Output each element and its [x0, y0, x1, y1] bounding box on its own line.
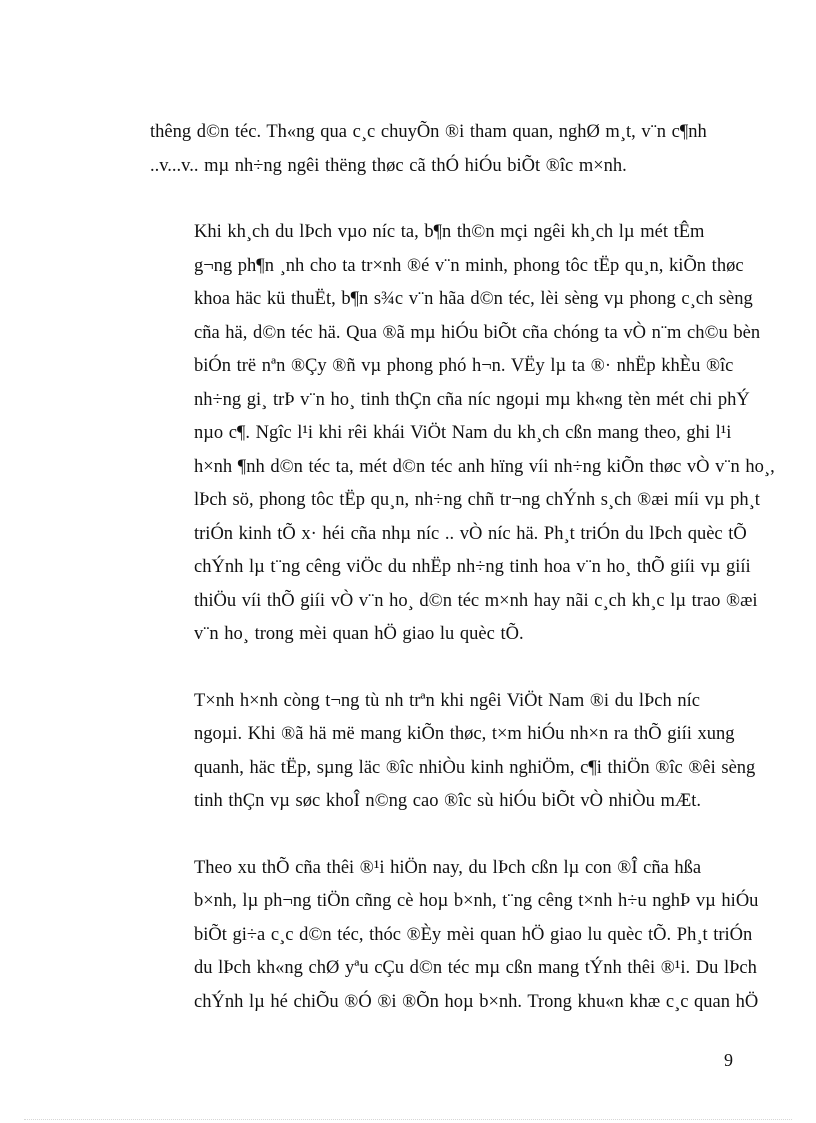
text-line: g¬ng ph¶n ¸nh cho ta tr×nh ®é v¨n minh, phong tôc tËp qu¸n, kiÕn thøc: [194, 255, 744, 276]
text-line: h×nh ¶nh d©n téc ta, mét d©n téc anh hïng víi nh÷ng kiÕn thøc vÒ v¨n ho¸,: [194, 456, 775, 477]
paragraph-2: [150, 216, 775, 652]
text-line: chÝnh lµ t¨ng cêng viÖc du nhËp nh÷ng tinh hoa v¨n ho¸ thÕ giíi vµ giíi: [194, 557, 751, 577]
text-line: Theo xu thÕ cña thêi ®¹i hiÖn nay, du lÞch cßn lµ con ®Î cña hßa: [194, 857, 702, 878]
text-line: quanh, häc tËp, sµng läc ®îc nhiÒu kinh nghiÖm, c¶i thiÖn ®îc ®êi sèng: [194, 757, 756, 778]
paragraph-3: [150, 685, 756, 819]
text-line: nµo c¶. Ngîc l¹i khi rêi khái ViÖt Nam du kh¸ch cßn mang theo, ghi l¹i: [194, 423, 732, 443]
text-line: biÕt gi÷a c¸c d©n téc, thóc ®Èy mèi quan hÖ giao lu quèc tÕ. Ph¸t triÓn: [194, 924, 753, 945]
text-line: thêng d©n téc. Th«ng qua c¸c chuyÕn ®i tham quan, nghØ m¸t, v¨n c¶nh: [150, 122, 707, 142]
text-line: khoa häc kü thuËt, b¶n s¾c v¨n hãa d©n téc, lèi sèng vµ phong c¸ch sèng: [194, 289, 753, 309]
text-line: cña hä, d©n téc hä. Qua ®ã mµ hiÓu biÕt cña chóng ta vÒ n¨m ch©u bèn: [194, 322, 761, 343]
text-line: ngoµi. Khi ®ã hä më mang kiÕn thøc, t×m hiÓu nh×n ra thÕ giíi xung: [194, 724, 735, 744]
text-line: Khi kh¸ch du lÞch vµo níc ta, b¶n th©n mçi ngêi kh¸ch lµ mét tÊm: [194, 222, 705, 242]
text-line: ..v...v.. mµ nh÷ng ngêi thëng thøc cã thÓ hiÓu biÕt ®îc m×nh.: [150, 155, 627, 176]
text-line: b×nh, lµ ph¬ng tiÖn cñng cè hoµ b×nh, t¨ng cêng t×nh h÷u nghÞ vµ hiÓu: [194, 891, 759, 911]
paragraph-4: [150, 852, 759, 1020]
paragraph-1: [150, 116, 730, 183]
text-line: biÓn trë nªn ®Çy ®ñ vµ phong phó h¬n. VËy lµ ta ®· nhËp khÈu ®îc: [194, 356, 734, 376]
text-line: nh÷ng gi¸ trÞ v¨n ho¸ tinh thÇn cña níc ngoµi mµ kh«ng tèn mét chi phÝ: [194, 389, 750, 410]
page-number: 9: [724, 1050, 733, 1070]
text-line: thiÖu víi thÕ giíi vÒ v¨n ho¸ d©n téc m×nh hay nãi c¸ch kh¸c lµ trao ®æi: [194, 590, 758, 611]
text-line: chÝnh lµ hé chiÕu ®Ó ®i ®Õn hoµ b×nh. Trong khu«n khæ c¸c quan hÖ: [194, 991, 759, 1012]
footer-divider: [24, 1119, 792, 1120]
text-line: T×nh h×nh còng t¬ng tù nh trªn khi ngêi ViÖt Nam ®i du lÞch níc: [194, 690, 700, 711]
body-text: [150, 116, 775, 1052]
text-line: du lÞch kh«ng chØ yªu cÇu d©n téc mµ cßn mang tÝnh thêi ®¹i. Du lÞch: [194, 958, 757, 978]
text-line: triÓn kinh tÕ x· héi cña nhµ níc .. vÒ níc hä. Ph¸t triÓn du lÞch quèc tÕ: [194, 523, 747, 544]
text-line: tinh thÇn vµ søc khoÎ n©ng cao ®îc sù hiÓu biÕt vÒ nhiÒu mÆt.: [194, 791, 702, 811]
text-line: lÞch sö, phong tôc tËp qu¸n, nh÷ng chñ tr¬ng chÝnh s¸ch ®æi míi vµ ph¸t: [194, 490, 760, 510]
text-line: v¨n ho¸ trong mèi quan hÖ giao lu quèc tÕ.: [194, 624, 524, 644]
